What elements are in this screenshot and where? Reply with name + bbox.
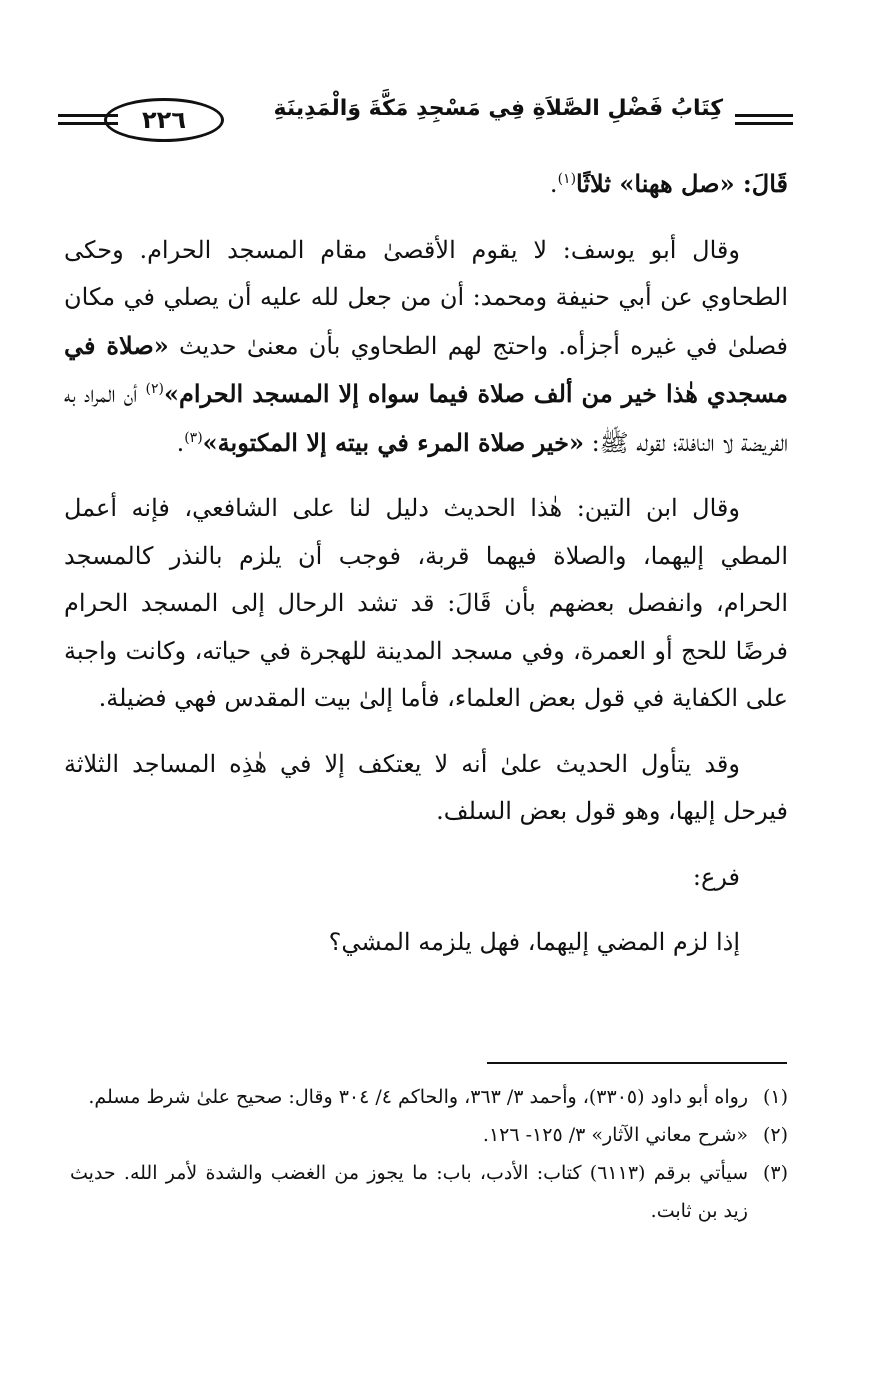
- text-run: قَالَ: «صل ههنا» ثلاثًا: [576, 169, 788, 198]
- paragraph: وقد يتأول الحديث علىٰ أنه لا يعتكف إلا في هٰذِه المساجد الثلاثة فيرحل إليها، وهو قول بعض السلف.: [64, 749, 788, 825]
- paragraph: [64, 227, 788, 468]
- footnote-text: رواه أبو داود (٣٣٠٥)، وأحمد ٣/ ٣٦٣، والحاكم ٤/ ٣٠٤ وقال: صحيح علىٰ شرط مسلم.: [88, 1086, 748, 1108]
- footnote-marker: (٣): [184, 429, 203, 446]
- section-heading: فرع:: [692, 862, 740, 891]
- paragraph: [64, 160, 788, 209]
- text-run: وقال أبو يوسف: لا يقوم الأقصىٰ مقام المسجد الحرام. وحكى الطحاوي عن أبي حنيفة ومحمد: أن من جعل لله عليه أن يصلي في مكان فصلىٰ في غيره أجزأه. واحتج لهم الطحاوي بأن معنىٰ حديث: [64, 235, 788, 360]
- text-run: .: [549, 170, 558, 198]
- footnotes: [70, 1078, 788, 1230]
- footnote-number: (١): [762, 1086, 788, 1108]
- running-header: [58, 92, 793, 156]
- text-run: أن المراد به الفريضة لا النافلة؛ لقوله ﷺ:: [64, 380, 788, 457]
- page-number-badge: [104, 98, 224, 142]
- footnote-text: سيأتي برقم (٦١١٣) كتاب: الأدب، باب: ما يجوز من الغضب والشدة لأمر الله. حديث زيد بن ثابت.: [70, 1162, 748, 1222]
- footnote-text: «شرح معاني الآثار» ٣/ ١٢٥- ١٢٦.: [482, 1124, 748, 1146]
- book-title: كِتَابُ فَضْلِ الصَّلاَةِ فِي مَسْجِدِ مَكَّةَ وَالْمَدِينَةِ: [273, 96, 723, 121]
- footnote: [70, 1154, 788, 1230]
- text-run: .: [176, 428, 185, 457]
- hadith-quote: «خير صلاة المرء في بيته إلا المكتوبة»: [202, 427, 584, 457]
- footnote: [70, 1116, 788, 1154]
- paragraph: وقال ابن التين: هٰذا الحديث دليل لنا على الشافعي، فإنه أعمل المطي إليهما، والصلاة فيهما قربة، فوجب أن يلزم بالنذر كالمسجد الحرام، وانفصل بعضهم بأن قَالَ: قد تشد الرحال إلى المسجد الحرام فرضًا للحج أو العمرة، وفي مسجد المدينة للهجرة في حياته، وكانت واجبة على الكفاية في قول بعض العلماء، فأما إلىٰ بيت المقدس فهي فضيلة.: [64, 494, 788, 712]
- header-rule: [735, 114, 793, 117]
- main-text: [64, 160, 788, 967]
- footnote-separator: [487, 1062, 787, 1064]
- footnote: [70, 1078, 788, 1116]
- paragraph: إذا لزم المضي إليهما، فهل يلزمه المشي؟: [328, 928, 740, 956]
- footnote-marker: (١): [557, 171, 577, 187]
- footnote-number: (٣): [762, 1162, 788, 1184]
- footnote-marker: (٢): [145, 381, 164, 397]
- footnote-number: (٢): [762, 1124, 788, 1146]
- header-rule: [735, 122, 793, 125]
- hadith-quote: «صلاة في مسجدي هٰذا خير من ألف صلاة فيما سواه إلا المسجد الحرام»: [64, 330, 788, 408]
- page-number: ٢٢٦: [142, 106, 186, 134]
